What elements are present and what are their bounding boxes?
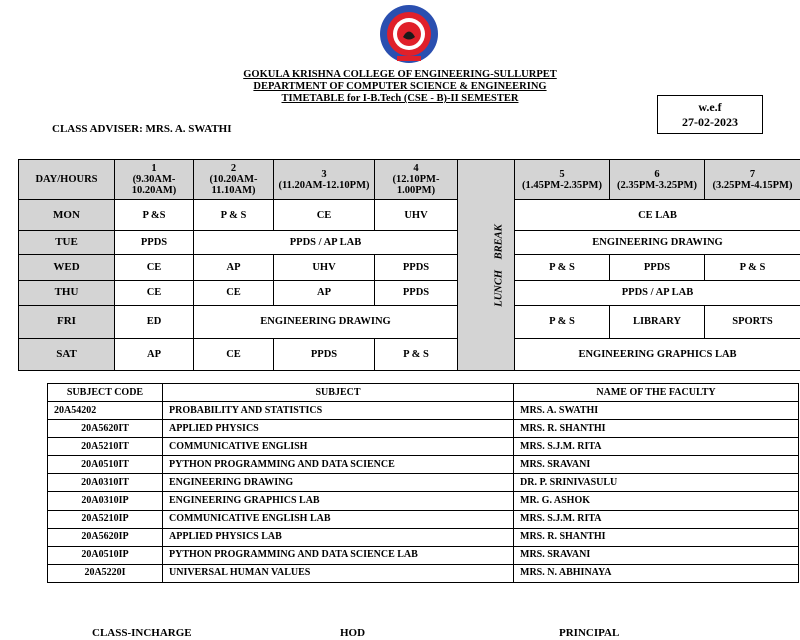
class-cell: PPDS: [375, 280, 458, 305]
period-header: 1 (9.30AM-10.20AM): [115, 160, 194, 200]
faculty-name: MRS. R. SHANTHI: [514, 528, 799, 546]
period-header: 6 (2.35PM-3.25PM): [610, 160, 705, 200]
faculty-header: NAME OF THE FACULTY: [514, 384, 799, 402]
department-name: DEPARTMENT OF COMPUTER SCIENCE & ENGINEERING: [253, 81, 547, 92]
wef-date: 27-02-2023: [682, 115, 738, 129]
class-cell: P & S: [194, 200, 274, 231]
hod-signature-label: HOD: [340, 627, 366, 639]
college-name: GOKULA KRISHNA COLLEGE OF ENGINEERING-SULLURPET: [243, 69, 557, 80]
lunch-break-label: LUNCH BREAK: [493, 223, 505, 307]
class-cell: CE: [194, 280, 274, 305]
faculty-name: MRS. N. ABHINAYA: [514, 564, 799, 582]
class-cell: CE: [115, 255, 194, 280]
table-row: [48, 438, 799, 456]
subject-code: 20A5220I: [48, 564, 163, 582]
subject-name: COMMUNICATIVE ENGLISH: [163, 438, 514, 456]
class-cell: UHV: [274, 255, 375, 280]
lunch-break-cell: [458, 160, 515, 371]
faculty-name: MRS. SRAVANI: [514, 546, 799, 564]
day-label: FRI: [19, 305, 115, 338]
period-header: 2 (10.20AM-11.10AM): [194, 160, 274, 200]
class-cell: P &S: [115, 200, 194, 231]
principal-signature-label: PRINCIPAL: [559, 627, 620, 639]
class-cell: P & S: [515, 255, 610, 280]
subject-code: 20A5620IT: [48, 420, 163, 438]
table-row: [48, 528, 799, 546]
class-cell: P & S: [515, 305, 610, 338]
subject-name: ENGINEERING DRAWING: [163, 474, 514, 492]
subject-name: PYTHON PROGRAMMING AND DATA SCIENCE LAB: [163, 546, 514, 564]
subject-code: 20A5210IT: [48, 438, 163, 456]
faculty-name: MR. G. ASHOK: [514, 492, 799, 510]
faculty-name: MRS. R. SHANTHI: [514, 420, 799, 438]
timetable-row: [19, 200, 800, 231]
subject-name: PYTHON PROGRAMMING AND DATA SCIENCE: [163, 456, 514, 474]
faculty-name: MRS. S.J.M. RITA: [514, 510, 799, 528]
class-cell: CE: [194, 338, 274, 370]
day-label: MON: [19, 200, 115, 231]
faculty-name: MRS. S.J.M. RITA: [514, 438, 799, 456]
class-cell: CE: [274, 200, 375, 231]
subject-name: UNIVERSAL HUMAN VALUES: [163, 564, 514, 582]
class-cell: P & S: [375, 338, 458, 370]
class-cell: SPORTS: [705, 305, 800, 338]
table-row: [48, 402, 799, 420]
table-row: [48, 564, 799, 582]
day-label: SAT: [19, 338, 115, 370]
table-row: [48, 420, 799, 438]
class-cell: AP: [274, 280, 375, 305]
period-header: 4 (12.10PM-1.00PM): [375, 160, 458, 200]
timetable-row: [19, 280, 800, 305]
class-cell: PPDS: [610, 255, 705, 280]
subject-code: 20A0310IP: [48, 492, 163, 510]
table-row: [48, 456, 799, 474]
subject-name: APPLIED PHYSICS LAB: [163, 528, 514, 546]
timetable-row: [19, 255, 800, 280]
faculty-name: MRS. A. SWATHI: [514, 402, 799, 420]
day-label: TUE: [19, 231, 115, 255]
period-header: 5 (1.45PM-2.35PM): [515, 160, 610, 200]
class-cell: PPDS: [274, 338, 375, 370]
class-cell: CE LAB: [515, 200, 800, 231]
subject-header: SUBJECT: [163, 384, 514, 402]
day-label: WED: [19, 255, 115, 280]
class-cell: UHV: [375, 200, 458, 231]
subject-table: [47, 383, 799, 583]
day-hours-header: DAY/HOURS: [19, 160, 115, 200]
subject-table-header: [48, 384, 799, 402]
period-header: 7 (3.25PM-4.15PM): [705, 160, 800, 200]
timetable-row: [19, 231, 800, 255]
class-adviser: CLASS ADVISER: MRS. A. SWATHI: [52, 123, 232, 135]
class-cell: P & S: [705, 255, 800, 280]
timetable-row: [19, 338, 800, 370]
table-row: [48, 546, 799, 564]
class-cell: PPDS: [375, 255, 458, 280]
class-cell: LIBRARY: [610, 305, 705, 338]
subject-code: 20A0510IP: [48, 546, 163, 564]
college-emblem-icon: [379, 4, 439, 64]
day-label: THU: [19, 280, 115, 305]
class-cell: AP: [194, 255, 274, 280]
class-cell: PPDS / AP LAB: [194, 231, 458, 255]
period-header: 3 (11.20AM-12.10PM): [274, 160, 375, 200]
subject-code: 20A0510IT: [48, 456, 163, 474]
class-cell: ENGINEERING DRAWING: [515, 231, 800, 255]
class-cell: CE: [115, 280, 194, 305]
wef-label: w.e.f: [698, 100, 722, 114]
class-incharge-signature-label: CLASS-INCHARGE: [92, 627, 192, 639]
subject-name: APPLIED PHYSICS: [163, 420, 514, 438]
subject-code: 20A54202: [48, 402, 163, 420]
class-cell: ENGINEERING GRAPHICS LAB: [515, 338, 800, 370]
timetable-title: TIMETABLE for I-B.Tech (CSE - B)-II SEMESTER: [281, 93, 519, 104]
class-cell: PPDS: [115, 231, 194, 255]
table-row: [48, 492, 799, 510]
timetable-row: [19, 305, 800, 338]
timetable-header-row: [19, 160, 800, 200]
subject-code: 20A0310IT: [48, 474, 163, 492]
class-cell: PPDS / AP LAB: [515, 280, 800, 305]
class-cell: ED: [115, 305, 194, 338]
subject-code: 20A5620IP: [48, 528, 163, 546]
faculty-name: DR. P. SRINIVASULU: [514, 474, 799, 492]
subject-code: 20A5210IP: [48, 510, 163, 528]
class-cell: AP: [115, 338, 194, 370]
table-row: [48, 510, 799, 528]
timetable: [18, 159, 800, 371]
faculty-name: MRS. SRAVANI: [514, 456, 799, 474]
subject-name: COMMUNICATIVE ENGLISH LAB: [163, 510, 514, 528]
class-cell: ENGINEERING DRAWING: [194, 305, 458, 338]
wef-box: [657, 95, 763, 134]
table-row: [48, 474, 799, 492]
subject-code-header: SUBJECT CODE: [48, 384, 163, 402]
subject-name: PROBABILITY AND STATISTICS: [163, 402, 514, 420]
subject-name: ENGINEERING GRAPHICS LAB: [163, 492, 514, 510]
